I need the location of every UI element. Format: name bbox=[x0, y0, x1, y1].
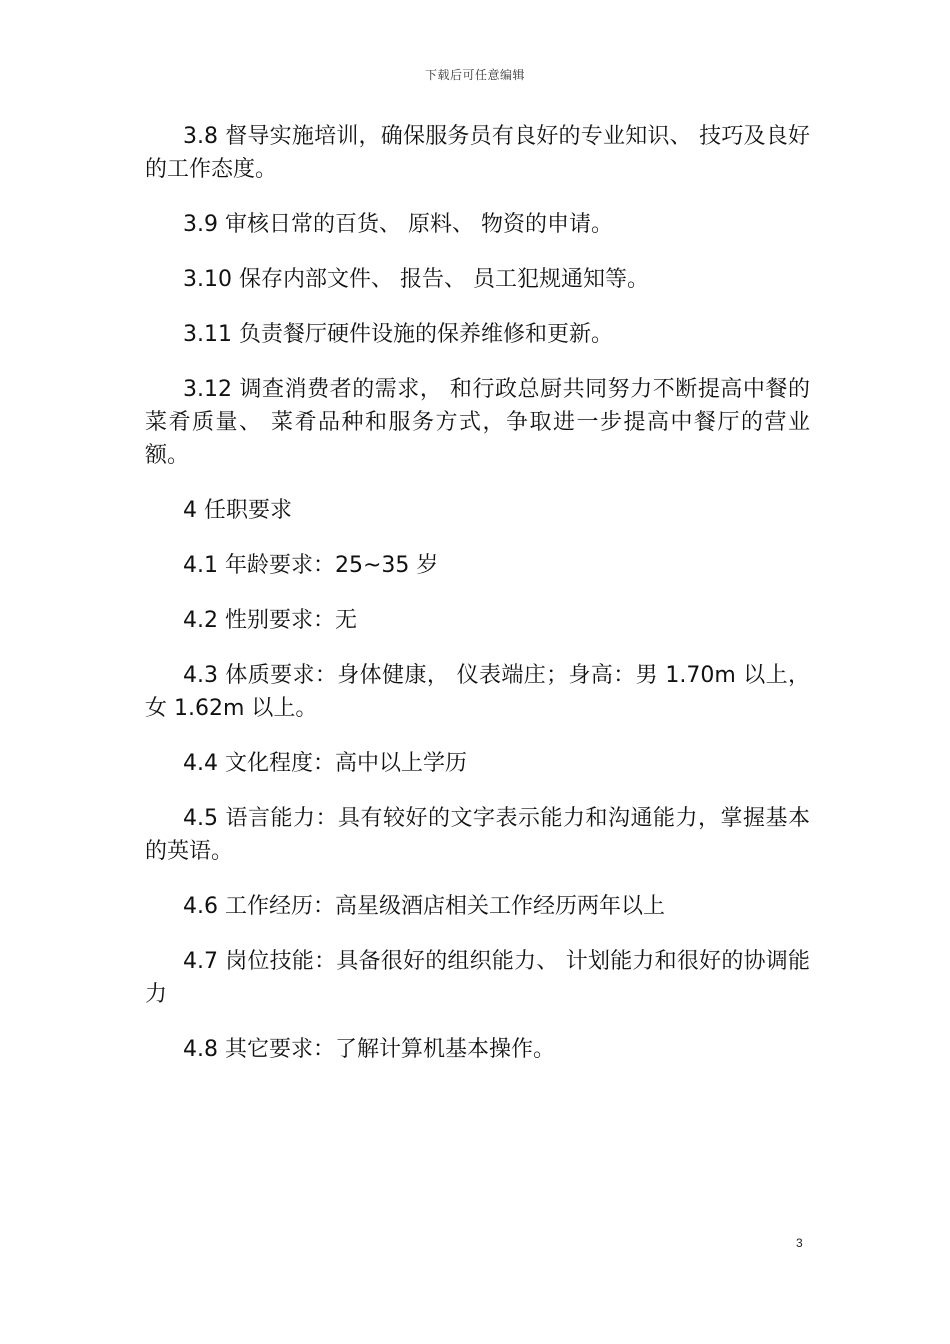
paragraph-4-2: 4.2 性别要求：无 bbox=[183, 608, 357, 633]
paragraph-3-12: 3.12 调查消费者的需求， 和行政总厨共同努力不断提高中餐的菜肴质量、 菜肴品种和服务方式，争取进一步提高中餐厅的营业额。 bbox=[145, 377, 810, 468]
paragraph-4-6: 4.6 工作经历：高星级酒店相关工作经历两年以上 bbox=[183, 894, 665, 919]
paragraph-4-7: 4.7 岗位技能：具备很好的组织能力、 计划能力和很好的协调能力 bbox=[145, 949, 810, 1007]
paragraph-3-10: 3.10 保存内部文件、 报告、 员工犯规通知等。 bbox=[183, 267, 649, 292]
page-header: 下载后可任意编辑 bbox=[424, 68, 525, 82]
paragraph-4-4: 4.4 文化程度：高中以上学历 bbox=[183, 751, 467, 776]
section-heading-4: 4 任职要求 bbox=[183, 498, 292, 523]
paragraph-4-8: 4.8 其它要求：了解计算机基本操作。 bbox=[183, 1037, 555, 1062]
document-body bbox=[145, 120, 810, 1088]
paragraph-4-5: 4.5 语言能力：具有较好的文字表示能力和沟通能力，掌握基本的英语。 bbox=[145, 806, 810, 864]
paragraph-4-3: 4.3 体质要求：身体健康， 仪表端庄；身高：男 1.70m 以上，女 1.62m 以上。 bbox=[145, 663, 810, 721]
page-number: 3 bbox=[796, 1236, 803, 1250]
paragraph-3-8: 3.8 督导实施培训，确保服务员有良好的专业知识、 技巧及良好的工作态度。 bbox=[145, 124, 810, 182]
paragraph-3-9: 3.9 审核日常的百货、 原料、 物资的申请。 bbox=[183, 212, 613, 237]
paragraph-3-11: 3.11 负责餐厅硬件设施的保养维修和更新。 bbox=[183, 322, 613, 347]
paragraph-4-1: 4.1 年龄要求：25~35 岁 bbox=[183, 553, 439, 578]
